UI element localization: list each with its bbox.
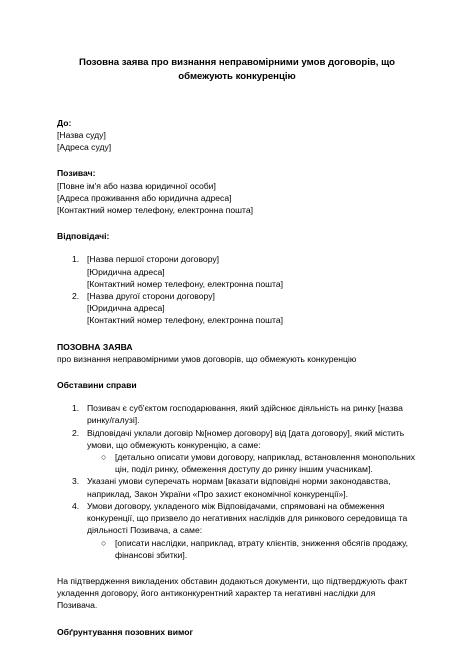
list-item (57, 253, 417, 290)
defendant-contact: [Контактний номер телефону, електронна пошта] (87, 315, 284, 326)
claim-heading: ПОЗОВНА ЗАЯВА (57, 341, 133, 352)
plaintiff-contact: [Контактний номер телефону, електронна пошта] (57, 205, 254, 216)
defendant-address: [Юридична адреса] (87, 303, 165, 314)
sub-list (57, 537, 417, 561)
list-item (57, 500, 417, 537)
court-address: [Адреса суду] (57, 142, 112, 153)
plaintiff-section (57, 167, 417, 216)
circumstances-list (57, 402, 417, 451)
list-number: 3. (72, 476, 80, 487)
court-name: [Назва суду] (57, 130, 106, 141)
defendant-name: [Назва другої сторони договору] (87, 291, 215, 302)
list-number: 2. (72, 427, 80, 438)
sub-item-text: [детально описати умови договору, наприклад, встановлення монопольних цін, поділ ринку, обмеження доступу до ринку іншим учасникам]. (115, 452, 416, 475)
list-item-text: Відповідачі уклали договір №[номер договору] від [дата договору], який містить умови, що обмежують конкуренцію, а саме: (87, 427, 405, 450)
defendant-address: [Юридична адреса] (87, 266, 165, 277)
hollow-bullet-icon: ○ (101, 452, 107, 463)
plaintiff-heading: Позивач: (57, 168, 96, 179)
sub-list (57, 451, 417, 475)
list-item (57, 475, 417, 499)
defendants-section (57, 230, 417, 326)
defendants-list (57, 253, 417, 326)
to-section (57, 117, 417, 154)
sub-list-item (57, 537, 417, 561)
claim-subtitle: про визнання неправомірними умов договорів, що обмежують конкуренцію (57, 353, 357, 364)
list-number: 2. (72, 291, 80, 302)
sub-item-text: [описати наслідки, наприклад, втрату клієнтів, зниження обсягів продажу, фінансові збитки]. (115, 537, 409, 560)
list-item (57, 427, 417, 451)
list-item-text: Указані умови суперечать нормам [вказати відповідні норми законодавства, наприклад, Закон України «Про захист економічної конкуренції»]. (87, 476, 391, 499)
list-number: 4. (72, 500, 80, 511)
circumstances-section (57, 379, 417, 561)
to-heading: До: (57, 117, 72, 128)
list-item (57, 290, 417, 327)
claim-section (57, 341, 417, 365)
list-item-text: Позивач є суб'єктом господарювання, який здійснює діяльність на ринку [назва ринку/галузі]. (87, 403, 403, 426)
sub-list-item (57, 451, 417, 475)
circumstances-list-continued (57, 475, 417, 536)
defendant-name: [Назва першої сторони договору] (87, 254, 220, 265)
justification-heading: Обґрунтування позовних вимог (57, 626, 194, 637)
defendant-contact: [Контактний номер телефону, електронна пошта] (87, 278, 284, 289)
list-number: 1. (72, 403, 80, 414)
document-title: Позовна заява про визнання неправомірними умов договорів, що обмежують конкуренцію (79, 57, 395, 82)
confirmation-section (57, 575, 417, 612)
defendants-heading: Відповідачі: (57, 231, 110, 242)
list-item (57, 402, 417, 426)
list-item-text: Умови договору, укладеного між Відповідачами, спрямовані на обмеження конкуренції, що призвело до негативних наслідків для ринкового середовища та діяльності Позивача, а саме: (87, 500, 408, 536)
hollow-bullet-icon: ○ (101, 537, 107, 548)
circumstances-heading: Обставини справи (57, 380, 137, 391)
confirmation-paragraph: На підтвердження викладених обставин додаються документи, що підтверджують факт укладення договору, його антиконкурентний характер та негативні наслідки для Позивача. (57, 575, 408, 611)
plaintiff-name: [Повне ім'я або назва юридичної особи] (57, 180, 216, 191)
list-number: 1. (72, 254, 80, 265)
plaintiff-address: [Адреса проживання або юридична адреса] (57, 192, 232, 203)
